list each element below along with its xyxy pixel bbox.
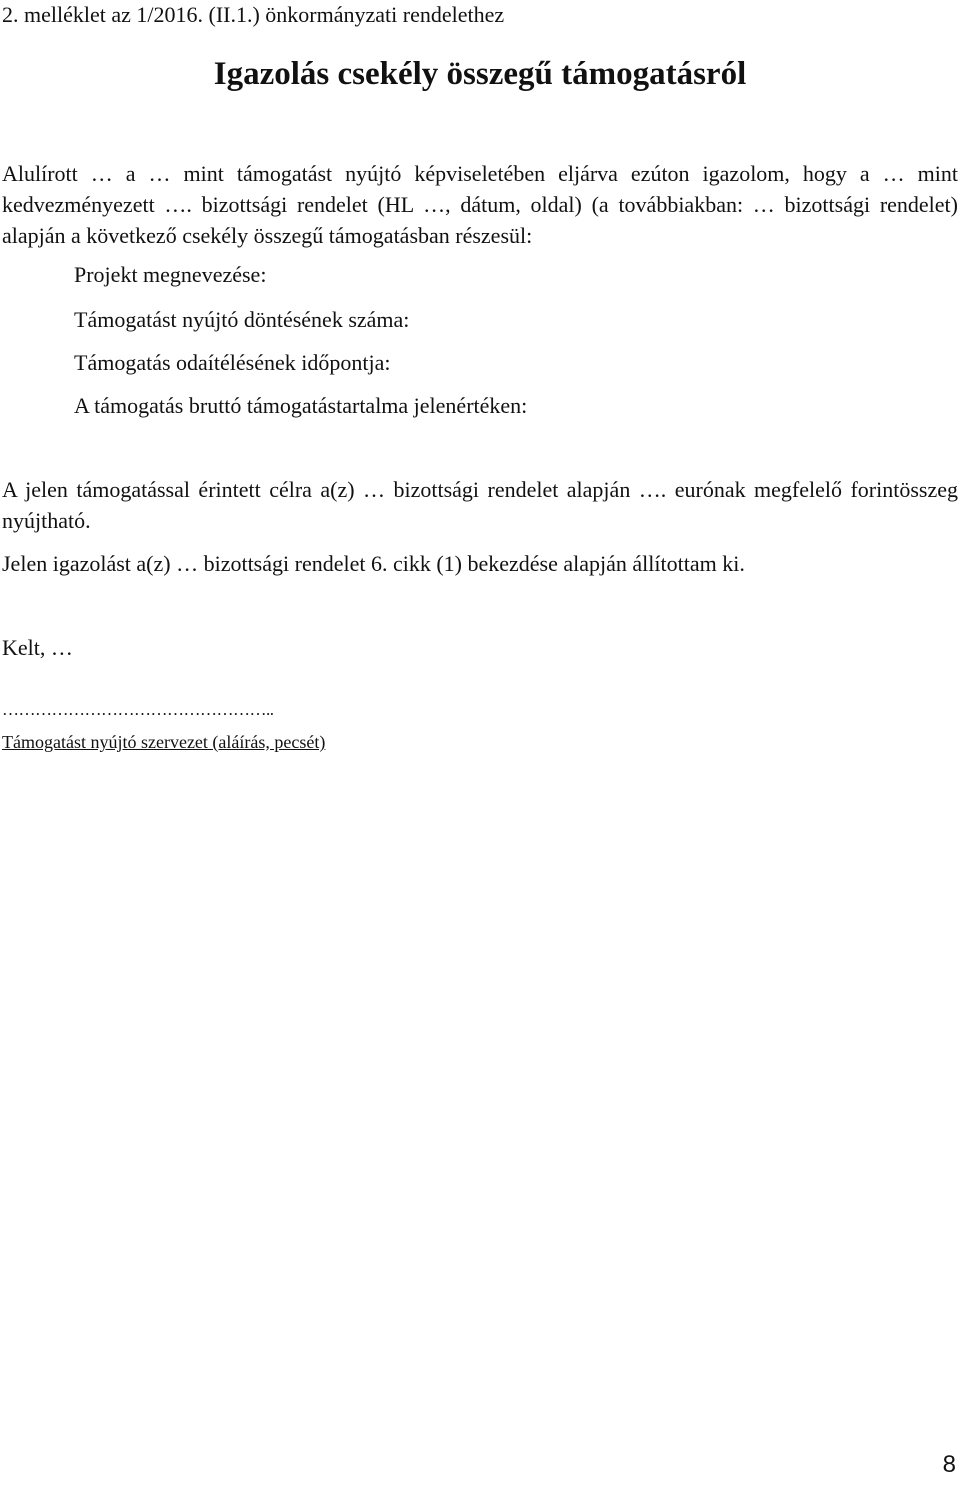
- field-decision-number: Támogatást nyújtó döntésének száma:: [74, 307, 410, 332]
- date-place-line: Kelt, …: [2, 635, 73, 660]
- page-number: 8: [942, 1451, 956, 1478]
- annex-reference: 2. melléklet az 1/2016. (II.1.) önkormányzati rendelethez: [2, 2, 505, 27]
- document-title: Igazolás csekély összegű támogatásról: [213, 56, 747, 92]
- field-project-name: Projekt megnevezése:: [74, 262, 267, 287]
- issue-statement: Jelen igazolást a(z) … bizottsági rendelet 6. cikk (1) bekezdése alapján állítottam ki.: [2, 551, 745, 576]
- field-gross-aid-value: A támogatás bruttó támogatástartalma jelenértéken:: [74, 393, 528, 418]
- signature-label: Támogatást nyújtó szervezet (aláírás, pecsét): [2, 732, 326, 752]
- signature-line: …………………………………………..: [2, 700, 274, 719]
- amount-paragraph: A jelen támogatással érintett célra a(z) … bizottsági rendelet alapján …. eurónak megfelelő forintösszeg nyújtható.: [2, 477, 958, 533]
- intro-paragraph: Alulírott … a … mint támogatást nyújtó képviseletében eljárva ezúton igazolom, hogy a … mint kedvezményezett …. bizottsági rendelet (HL …, dátum, oldal) (a továbbiakban: … bizottsági rendelet) alapján a következő csekély összegű támogatásban részesül:: [2, 161, 958, 248]
- field-award-date: Támogatás odaítélésének időpontja:: [74, 350, 391, 375]
